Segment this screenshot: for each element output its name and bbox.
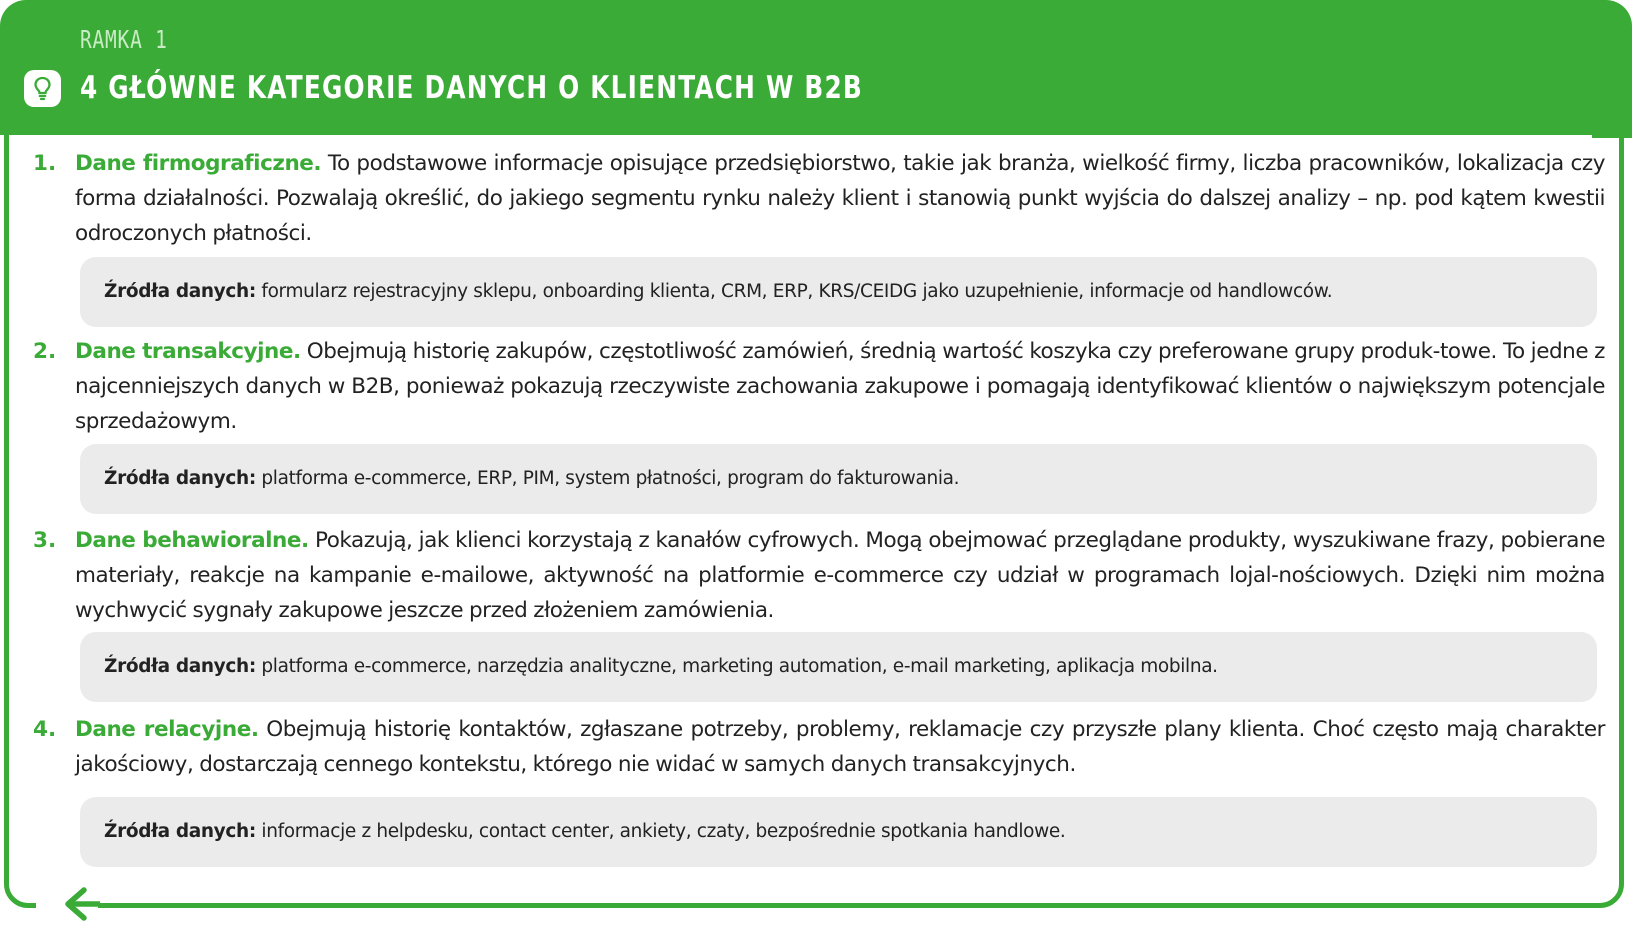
- sources-text: informacje z helpdesku, contact center, ankiety, czaty, bezpośrednie spotkania handlowe.: [255, 821, 1066, 842]
- sources-label: Źródła danych:: [104, 656, 256, 677]
- item-lead: Dane relacyjne.: [75, 717, 259, 742]
- item-text: Pokazują, jak klienci korzystają z kanałów cyfrowych. Mogą obejmować przeglądane produkty, wyszukiwane frazy, pobierane materiały, reakcje na kampanie e-mailowe, aktywność na platformie e-commerce czy udział w programach lojal-nościowych. Dzięki nim można wychwycić sygnały zakupowe jeszcze przed złożeniem zamówienia.: [75, 528, 1605, 623]
- sources-box: [80, 257, 1597, 327]
- sources-text: platforma e-commerce, narzędzia analityczne, marketing automation, e-mail marketing, aplikacja mobilna.: [255, 656, 1218, 677]
- sources-label: Źródła danych:: [104, 468, 256, 489]
- item-paragraph: [75, 146, 1605, 251]
- item-number: 3.: [33, 528, 57, 553]
- box-title: 4 GŁÓWNE KATEGORIE DANYCH O KLIENTACH W B2B: [80, 70, 864, 106]
- item-lead: Dane firmograficzne.: [75, 151, 322, 176]
- sources-box: [80, 444, 1597, 514]
- item-paragraph: [75, 712, 1605, 782]
- header-notch: [1592, 124, 1632, 138]
- item-number: 2.: [33, 339, 57, 364]
- item-paragraph: [75, 334, 1605, 439]
- sources-text: platforma e-commerce, ERP, PIM, system płatności, program do fakturowania.: [255, 468, 960, 489]
- item-number: 4.: [33, 717, 57, 742]
- item-paragraph: [75, 523, 1605, 628]
- sources-text: formularz rejestracyjny sklepu, onboarding klienta, CRM, ERP, KRS/CEIDG jako uzupełnienie, informacje od handlowców.: [255, 281, 1333, 302]
- frame-label: RAMKA 1: [80, 25, 168, 54]
- sources-label: Źródła danych:: [104, 821, 256, 842]
- header-bar: [0, 0, 1632, 135]
- lightbulb-icon: [24, 70, 61, 107]
- item-text: Obejmują historię zakupów, częstotliwość zamówień, średnią wartość koszyka czy preferowane grupy produk-towe. To jedne z najcenniejszych danych w B2B, ponieważ pokazują rzeczywiste zachowania zakupowe i pomagają identyfikować klientów o największym potencjale sprzedażowym.: [75, 339, 1605, 434]
- sources-box: [80, 632, 1597, 702]
- item-lead: Dane transakcyjne.: [75, 339, 301, 364]
- item-lead: Dane behawioralne.: [75, 528, 309, 553]
- sources-box: [80, 797, 1597, 867]
- item-text: To podstawowe informacje opisujące przedsiębiorstwo, takie jak branża, wielkość firmy, liczba pracowników, lokalizacja czy forma działalności. Pozwalają określić, do jakiego segmentu rynku należy klient i stanowią punkt wyjścia do dalszej analizy – np. pod kątem kwestii odroczonych płatności.: [75, 151, 1605, 246]
- arrow-left-icon: [60, 886, 100, 926]
- sources-label: Źródła danych:: [104, 281, 256, 302]
- item-text: Obejmują historię kontaktów, zgłaszane potrzeby, problemy, reklamacje czy przyszłe plany klienta. Choć często mają charakter jakościowy, dostarczają cennego kontekstu, którego nie widać w samych danych transakcyjnych.: [75, 717, 1605, 777]
- item-number: 1.: [33, 151, 57, 176]
